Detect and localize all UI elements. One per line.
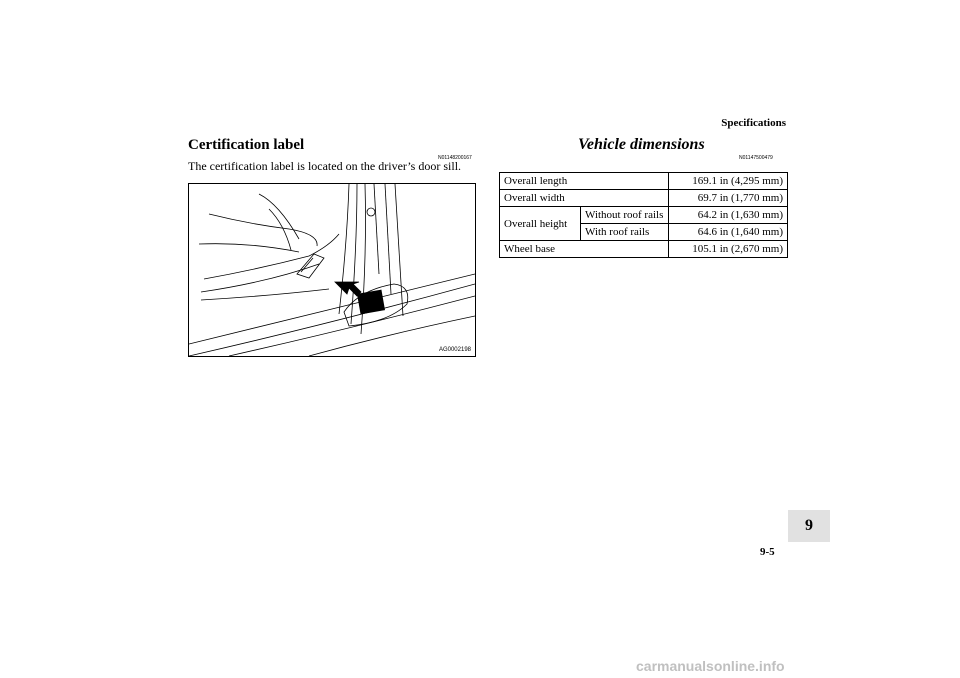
dimensions-ref-code: N01147500479 xyxy=(739,155,773,161)
table-row xyxy=(500,241,788,258)
row-label: Overall length xyxy=(500,173,669,190)
table-row xyxy=(500,190,788,207)
row-value: 64.2 in (1,630 mm) xyxy=(669,207,788,224)
certification-description: The certification label is located on the driver’s door sill. xyxy=(188,159,462,173)
row-label: Overall width xyxy=(500,190,669,207)
row-value: 169.1 in (4,295 mm) xyxy=(669,173,788,190)
table-row xyxy=(500,173,788,190)
row-label: Wheel base xyxy=(500,241,669,258)
certification-ref-code: N01148200167 xyxy=(438,155,472,161)
dimensions-table xyxy=(499,172,788,258)
figure-ref-code: AG0002198 xyxy=(438,347,471,353)
page-number: 9-5 xyxy=(760,546,775,558)
row-value: 69.7 in (1,770 mm) xyxy=(669,190,788,207)
row-value: 64.6 in (1,640 mm) xyxy=(669,224,788,241)
dimensions-heading: Vehicle dimensions xyxy=(578,136,705,153)
chapter-tab: 9 xyxy=(788,510,830,542)
certification-heading: Certification label xyxy=(188,137,305,153)
running-header: Specifications xyxy=(721,117,786,129)
watermark: carmanualsonline.info xyxy=(636,658,785,674)
table-row xyxy=(500,207,788,224)
row-sublabel: Without roof rails xyxy=(581,207,669,224)
row-label: Overall height xyxy=(500,207,581,241)
row-value: 105.1 in (2,670 mm) xyxy=(669,241,788,258)
door-sill-illustration xyxy=(188,183,476,357)
row-sublabel: With roof rails xyxy=(581,224,669,241)
